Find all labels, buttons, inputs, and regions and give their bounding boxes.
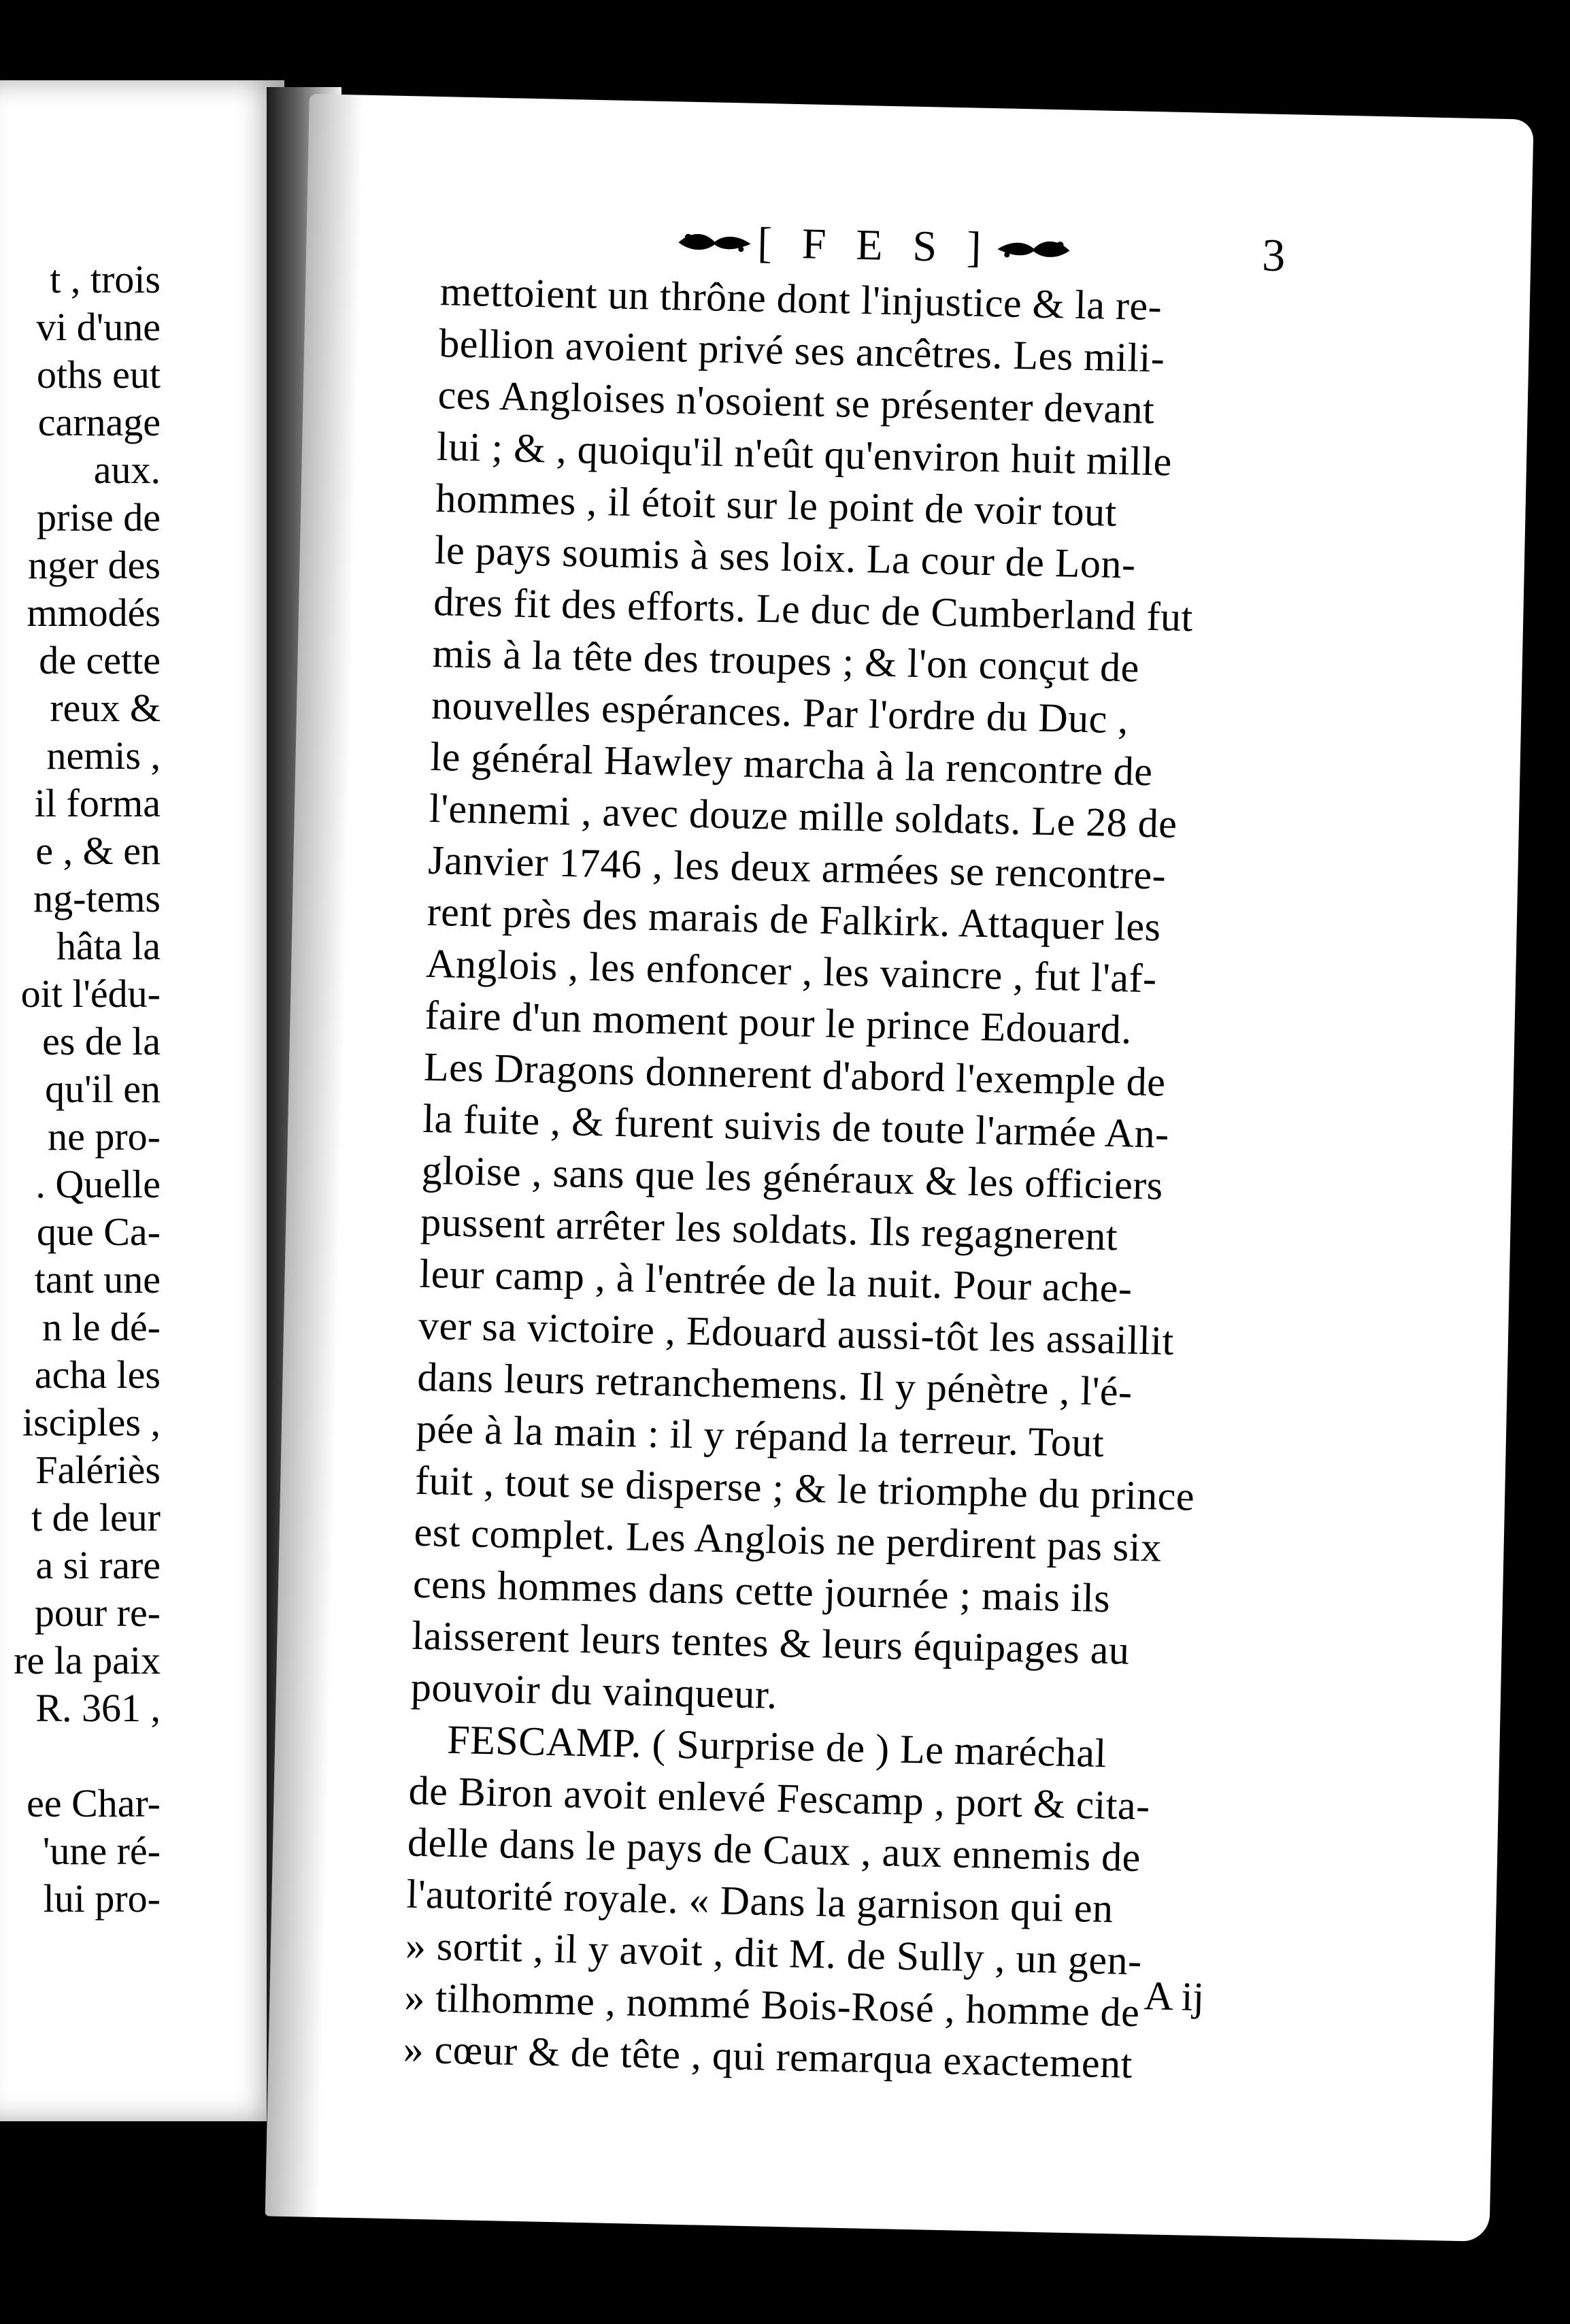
text-line: laisserent leurs tentes & leurs équipages au (411, 1612, 1131, 1673)
text-line: hommes , il étoit sur le point de voir tout (435, 476, 1118, 535)
text-line: 'une ré- (42, 1829, 161, 1873)
text-line: pour re- (34, 1591, 161, 1635)
running-head (677, 210, 1072, 280)
text-line: . Quelle (35, 1162, 161, 1206)
text-line: que Ca- (37, 1210, 161, 1254)
text-line: l'ennemi , avec douze mille soldats. Le 28 de (429, 785, 1178, 846)
text-line: pouvoir du vainqueur. (410, 1664, 778, 1717)
text-line: tant une (34, 1257, 161, 1301)
text-line: Anglois , les enfoncer , les vaincre , fut l'af- (425, 940, 1158, 1001)
text-line: qu'il en (45, 1067, 161, 1111)
left-page-text (14, 256, 161, 1923)
text-line: lui pro- (43, 1876, 161, 1921)
text-line: pée à la main : il y répand la terreur. Tout (416, 1406, 1105, 1465)
text-line: carnage (37, 400, 161, 444)
right-ornament-icon (996, 234, 1071, 263)
text-line: mmodés (27, 591, 161, 635)
text-line: aux. (93, 448, 161, 492)
text-line: est complet. Les Anglois ne perdirent pas six (414, 1509, 1163, 1570)
text-line: vi d'une (36, 305, 161, 349)
text-line: pussent arrêter les soldats. Ils regagnerent (420, 1199, 1118, 1259)
text-line: nouvelles espérances. Par l'ordre du Duc , (431, 682, 1129, 742)
text-line: bellion avoient privé ses ancêtres. Les mili- (438, 320, 1166, 381)
text-line: nger des (28, 543, 161, 587)
text-line: fuit , tout se disperse ; & le triomphe du prince (414, 1457, 1195, 1519)
text-line: acha les (34, 1352, 161, 1397)
text-line: leur camp , à l'entrée de la nuit. Pour ache- (419, 1250, 1133, 1311)
text-line: ee Char- (27, 1781, 161, 1825)
text-line: cens hommes dans cette journée ; mais ils (412, 1561, 1111, 1621)
text-line: hâta la (56, 924, 161, 968)
text-line: mis à la tête des troupes ; & l'on conçut de (432, 630, 1140, 691)
text-line: de cette (39, 638, 161, 682)
text-line: lui ; & , quoiqu'il n'eût qu'environ huit mille (436, 424, 1173, 484)
text-line: n le dé- (42, 1305, 161, 1349)
text-line: R. 361 , (35, 1686, 161, 1730)
right-page (265, 94, 1534, 2242)
text-line: rent près des marais de Falkirk. Attaquer les (427, 889, 1162, 950)
entry-heading-line: FESCAMP. ( Surprise de ) Le maréchal (446, 1716, 1107, 1776)
text-line: Falériès (35, 1448, 161, 1492)
text-line: gloise , sans que les généraux & les officiers (421, 1147, 1164, 1208)
text-line: ver sa victoire , Edouard aussi-tôt les assaillit (418, 1302, 1175, 1364)
text-line: mettoient un thrône dont l'injustice & la re- (439, 269, 1163, 329)
text-line: » cœur & de tête , qui remarqua exactement (403, 2026, 1133, 2087)
left-ornament-icon (677, 227, 752, 256)
text-line: oit l'édu- (20, 972, 161, 1016)
text-line: oths eut (36, 352, 161, 397)
text-line: » sortit , il y avoit , dit M. de Sully , un gen- (405, 1923, 1143, 1984)
text-line: Janvier 1746 , les deux armées se rencontre- (427, 837, 1167, 898)
text-line: la fuite , & furent suivis de toute l'armée An- (422, 1095, 1170, 1157)
running-head-text: [ F E S ] (756, 218, 992, 272)
text-line: dans leurs retranchemens. Il y pénètre , l'é- (416, 1354, 1133, 1414)
text-line: ces Angloises n'osoient se présenter devant (437, 372, 1155, 433)
text-line (14, 1732, 161, 1780)
text-line: reux & (50, 686, 161, 730)
text-line: l'autorité royale. « Dans la garnison qui en (405, 1871, 1114, 1931)
text-line: t de leur (31, 1495, 161, 1540)
text-line: a si rare (35, 1543, 161, 1587)
text-line: le pays soumis à ses loix. La cour de Lon- (434, 527, 1137, 587)
text-line: il forma (34, 781, 161, 825)
text-line: isciples , (22, 1400, 161, 1444)
text-line: dres fit des efforts. Le duc de Cumberland fut (433, 578, 1194, 640)
text-line: e , & en (35, 829, 161, 873)
text-line: ng-tems (33, 876, 161, 920)
text-line: delle dans le pays de Caux , aux ennemis de (407, 1819, 1141, 1880)
page-number: 3 (1261, 229, 1286, 282)
article-text (403, 265, 1474, 2096)
text-line: » tilhomme , nommé Bois-Rosé , homme de (403, 1974, 1140, 2036)
text-line: re la paix (14, 1638, 161, 1682)
text-line: nemis , (46, 733, 161, 778)
text-line: Les Dragons donnerent d'abord l'exemple de (423, 1044, 1167, 1105)
text-line: faire d'un moment pour le prince Edouard. (424, 992, 1133, 1052)
text-line: prise de (37, 495, 161, 540)
text-line: de Biron avoit enlevé Fescamp , port & cita- (408, 1767, 1151, 1829)
signature-mark: A ij (1143, 1973, 1205, 2020)
text-line: es de la (42, 1019, 161, 1063)
text-line: ne pro- (48, 1114, 161, 1159)
left-page-fragment (0, 80, 284, 2121)
text-line: t , trois (50, 257, 161, 301)
text-line: le général Hawley marcha à la rencontre de (429, 733, 1154, 795)
